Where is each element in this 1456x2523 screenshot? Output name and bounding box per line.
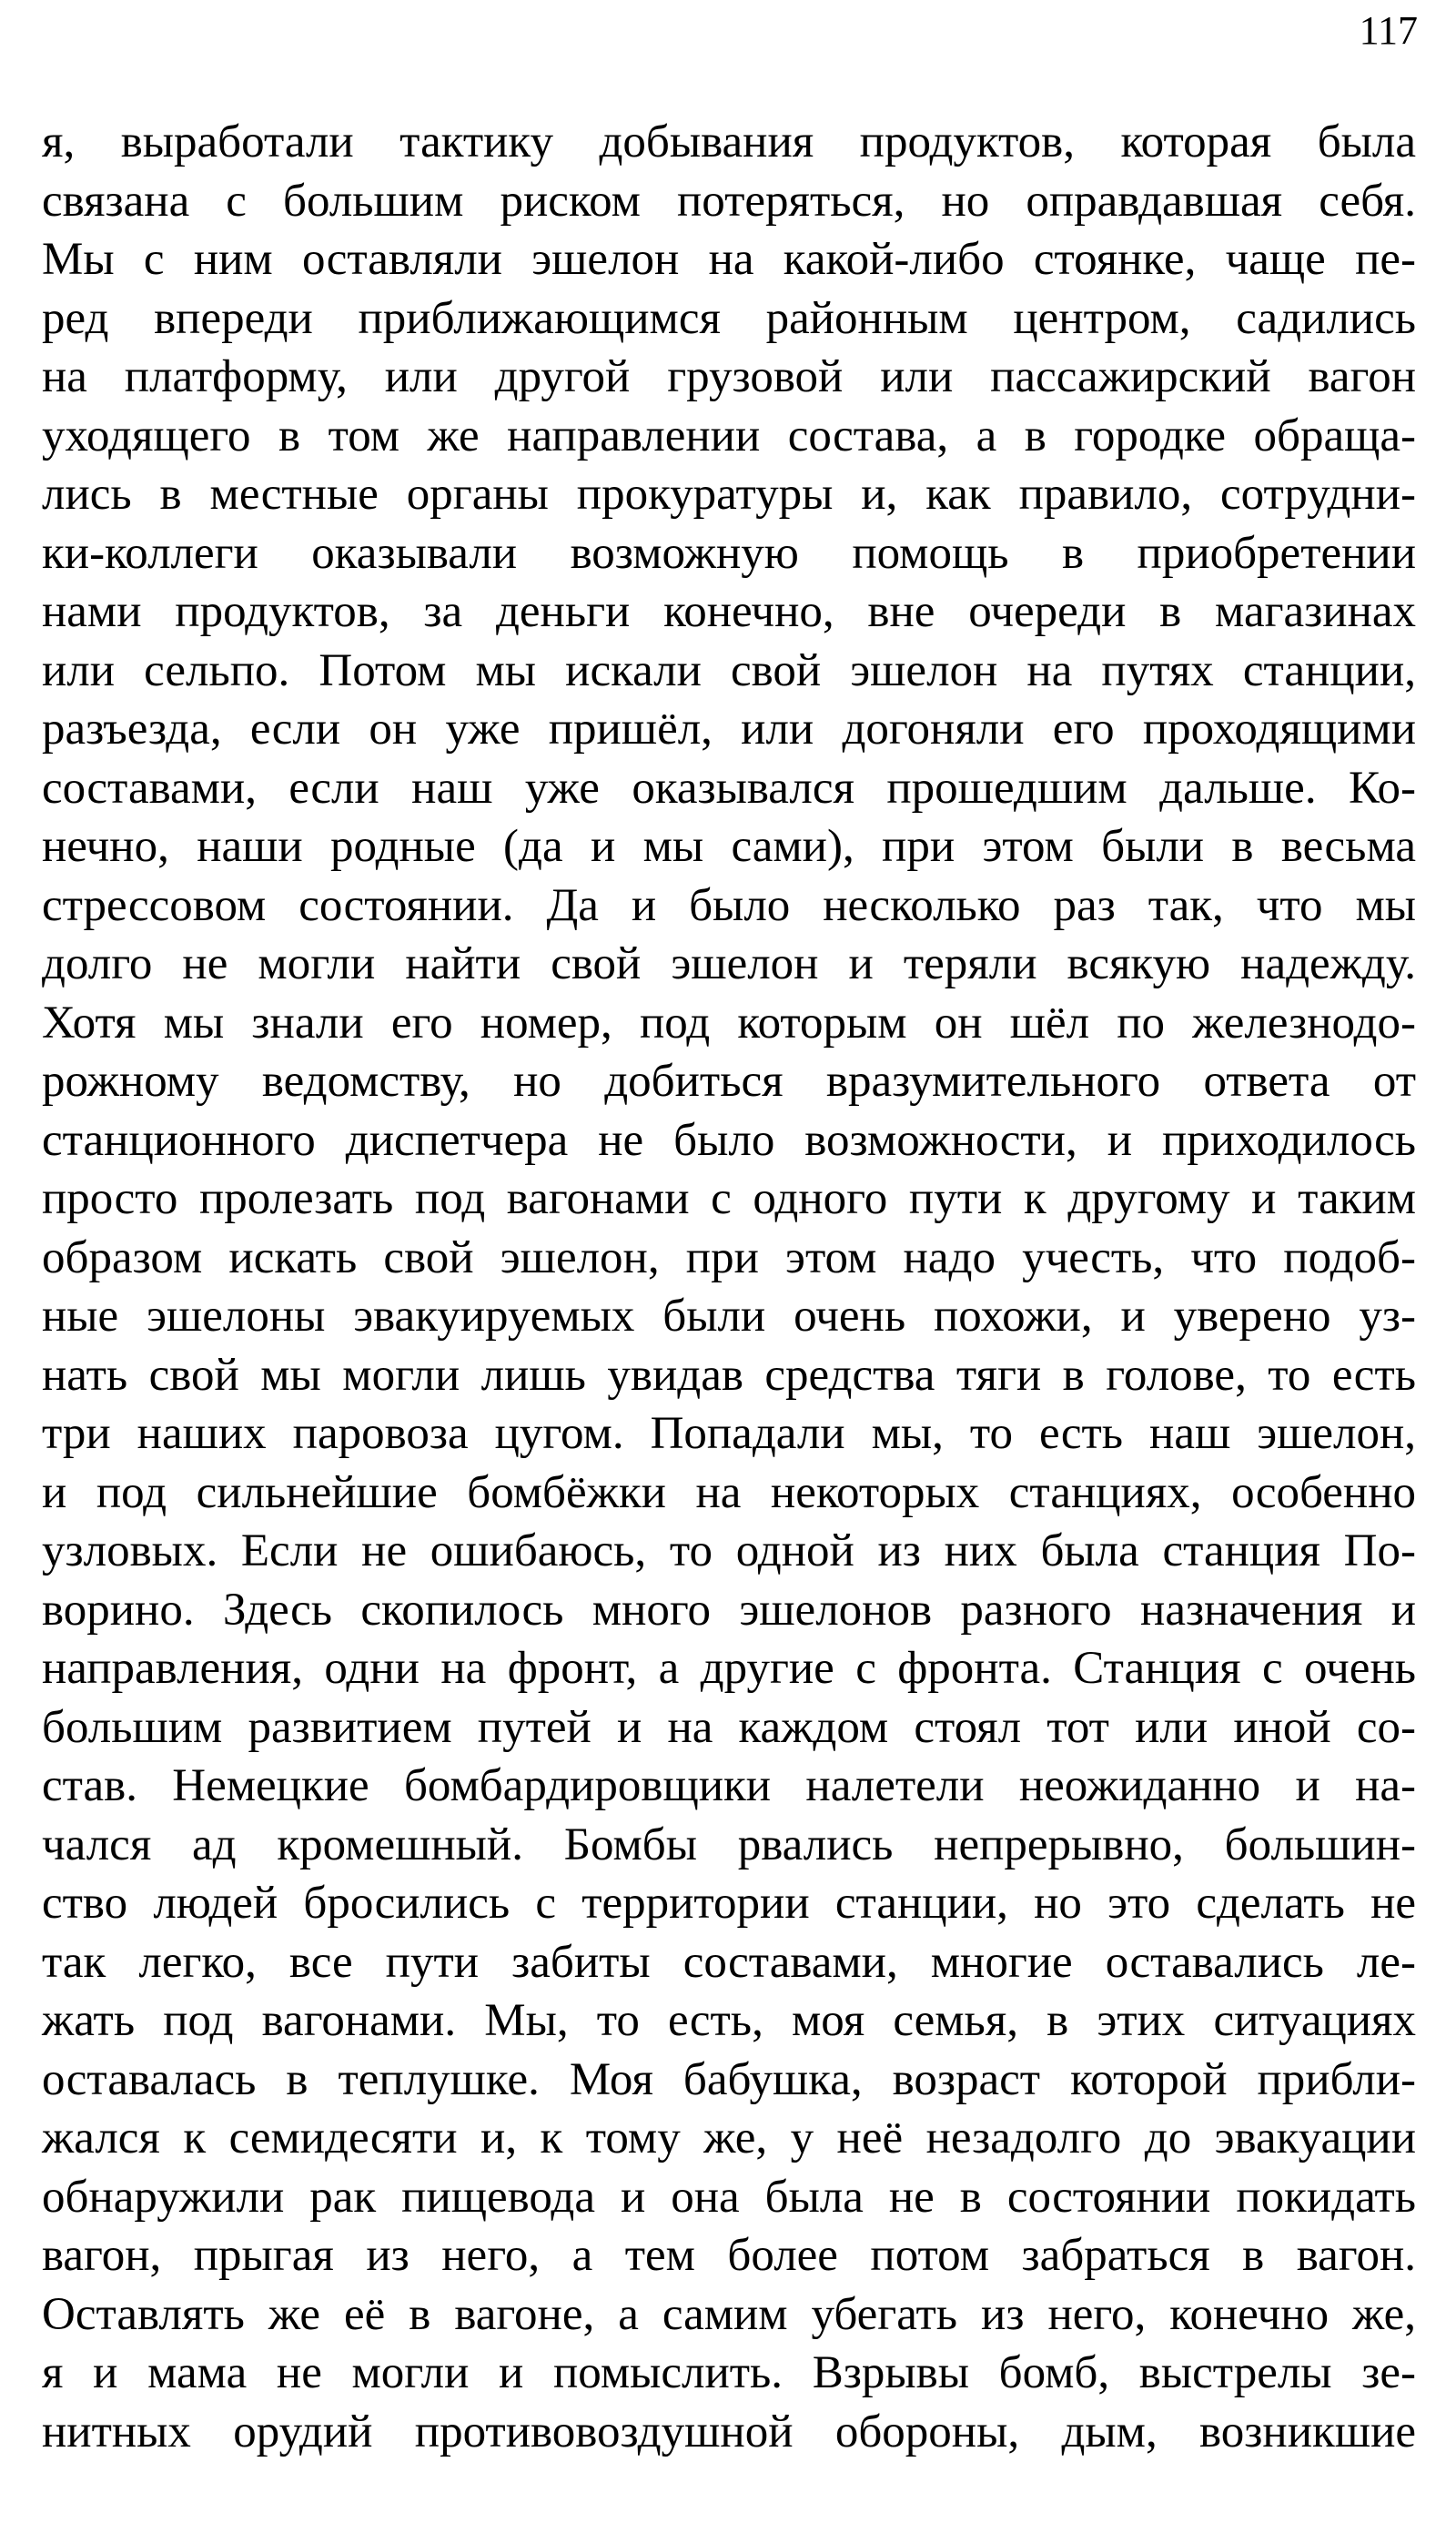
text-line: став. Немецкие бомбардировщики налетели неожиданно и на- [42,1760,1416,1811]
text-line: уходящего в том же направлении состава, а в городке обраща- [42,410,1416,461]
text-line: рожному ведомству, но добиться вразумительного ответа от [42,1056,1416,1107]
text-line: ред впереди приближающимся районным центром, садились [42,292,1416,344]
text-line: станционного диспетчера не было возможности, и приходилось [42,1114,1416,1166]
text-line: просто пролезать под вагонами с одного пути к другому и таким [42,1173,1416,1224]
text-line: составами, если наш уже оказывался прошедшим дальше. Ко- [42,762,1416,814]
text-line: направления, одни на фронт, а другие с фронта. Станция с очень [42,1643,1416,1694]
text-line: на платформу, или другой грузовой или пассажирский вагон [42,351,1416,402]
text-line: так легко, все пути забиты составами, многие оставались ле- [42,1936,1416,1988]
text-line: нитных орудий противовоздушной обороны, дым, возникшие [42,2406,1416,2457]
text-line: ство людей бросились с территории станции, но это сделать не [42,1878,1416,1929]
text-line: ные эшелоны эвакуируемых были очень похожи, и уверено уз- [42,1291,1416,1342]
text-line: узловых. Если не ошибаюсь, то одной из них была станция По- [42,1525,1416,1576]
text-line: образом искать свой эшелон, при этом надо учесть, что подоб- [42,1231,1416,1283]
text-line: или сельпо. Потом мы искали свой эшелон на путях станции, [42,644,1416,696]
text-line: ворино. Здесь скопилось много эшелонов разного назначения и [42,1584,1416,1636]
text-line: лись в местные органы прокуратуры и, как правило, сотрудни- [42,469,1416,520]
text-line: разъезда, если он уже пришёл, или догоняли его проходящими [42,704,1416,755]
text-line: Мы с ним оставляли эшелон на какой-либо стоянке, чаще пе- [42,234,1416,285]
text-line: долго не могли найти свой эшелон и теряли всякую надежду. [42,938,1416,989]
text-line: я и мама не могли и помыслить. Взрывы бомб, выстрелы зе- [42,2347,1416,2398]
text-line: оставалась в теплушке. Моя бабушка, возраст которой прибли- [42,2053,1416,2105]
text-line: и под сильнейшие бомбёжки на некоторых станциях, особенно [42,1466,1416,1518]
text-line: большим развитием путей и на каждом стоял тот или иной со- [42,1701,1416,1753]
text-line: Хотя мы знали его номер, под которым он шёл по железнодо- [42,997,1416,1049]
text-line: нечно, наши родные (да и мы сами), при этом были в весьма [42,821,1416,872]
body-text [42,113,1416,2461]
text-line: вагон, прыгая из него, а тем более потом забраться в вагон. [42,2230,1416,2281]
text-line: три наших паровоза цугом. Попадали мы, то есть наш эшелон, [42,1408,1416,1459]
text-line: ки-коллеги оказывали возможную помощь в приобретении [42,527,1416,579]
text-line: я, выработали тактику добывания продуктов, которая была [42,117,1416,167]
text-line: чался ад кромешный. Бомбы рвались непрерывно, большин- [42,1819,1416,1870]
text-line: жался к семидесяти и, к тому же, у неё незадолго до эвакуации [42,2113,1416,2163]
text-line: нами продуктов, за деньги конечно, вне очереди в магазинах [42,586,1416,637]
text-line: Оставлять же её в вагоне, а самим убегать из него, конечно же, [42,2288,1416,2340]
text-line: нать свой мы могли лишь увидав средства тяги в голове, то есть [42,1349,1416,1401]
text-line: жать под вагонами. Мы, то есть, моя семья, в этих ситуациях [42,1995,1416,2046]
text-line: стрессовом состоянии. Да и было несколько раз так, что мы [42,879,1416,931]
text-line: связана с большим риском потеряться, но оправдавшая себя. [42,175,1416,227]
page-number: 117 [1359,8,1418,53]
text-line: обнаружили рак пищевода и она была не в состоянии покидать [42,2171,1416,2223]
